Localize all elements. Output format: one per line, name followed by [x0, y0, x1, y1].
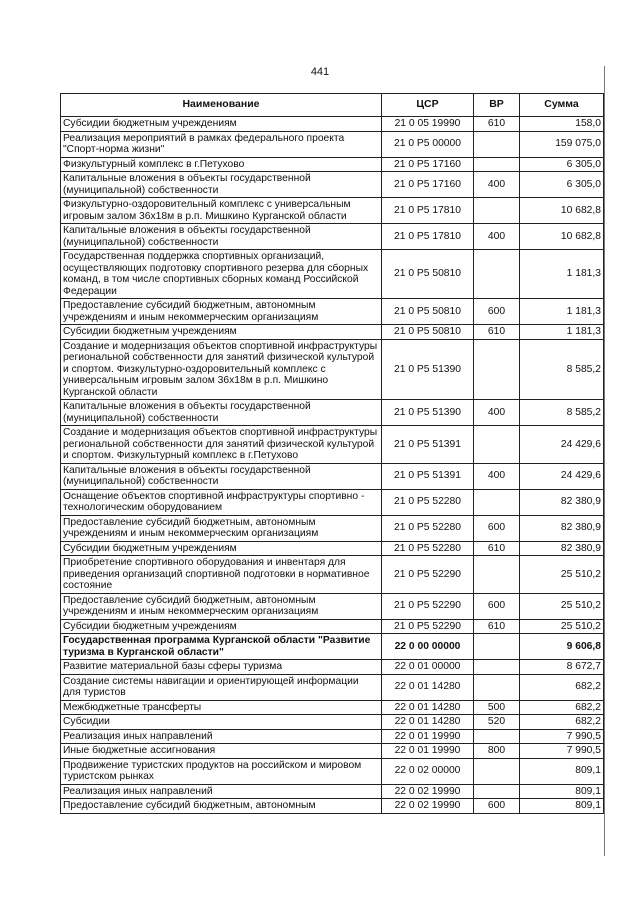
row-sum-cell: 10 682,8 [520, 224, 604, 250]
row-sum-cell: 6 305,0 [520, 157, 604, 172]
table-row [61, 426, 604, 464]
row-vr-cell [474, 250, 520, 299]
row-name-cell: Физкультурно-оздоровительный комплекс с универсальным игровым залом 36х18м в р.п. Мишкино Курганской области [61, 198, 382, 224]
row-sum-cell: 25 510,2 [520, 593, 604, 619]
row-sum-cell: 682,2 [520, 715, 604, 730]
table-row [61, 515, 604, 541]
table-row [61, 172, 604, 198]
row-vr-cell: 610 [474, 619, 520, 634]
row-vr-cell [474, 426, 520, 464]
table-header-row [61, 94, 604, 117]
row-csr-cell: 21 0 P5 52280 [382, 489, 474, 515]
row-csr-cell: 22 0 02 19990 [382, 799, 474, 814]
row-vr-cell: 400 [474, 224, 520, 250]
row-name-cell: Капитальные вложения в объекты государственной (муниципальной) собственности [61, 463, 382, 489]
row-csr-cell: 21 0 05 19990 [382, 117, 474, 132]
row-name-cell: Реализация мероприятий в рамках федерального проекта "Спорт-норма жизни" [61, 131, 382, 157]
row-name-cell: Создание системы навигации и ориентирующей информации для туристов [61, 674, 382, 700]
row-vr-cell: 610 [474, 325, 520, 340]
budget-table [60, 93, 604, 814]
row-vr-cell: 600 [474, 593, 520, 619]
row-name-cell: Создание и модернизация объектов спортивной инфраструктуры региональной собственности для занятий физической культурой и спортом. Физкультурный комплекс в г.Петухово [61, 426, 382, 464]
table-row [61, 198, 604, 224]
row-name-cell: Приобретение спортивного оборудования и инвентаря для приведения организаций спортивной подготовки в нормативное состояние [61, 556, 382, 594]
table-row [61, 556, 604, 594]
row-sum-cell: 7 990,5 [520, 744, 604, 759]
row-vr-cell [474, 556, 520, 594]
row-sum-cell: 158,0 [520, 117, 604, 132]
row-sum-cell: 1 181,3 [520, 299, 604, 325]
row-csr-cell: 21 0 P5 51391 [382, 463, 474, 489]
table-row [61, 250, 604, 299]
table-row [61, 634, 604, 660]
row-sum-cell: 25 510,2 [520, 619, 604, 634]
row-vr-cell: 400 [474, 400, 520, 426]
row-csr-cell: 22 0 01 19990 [382, 729, 474, 744]
row-sum-cell: 682,2 [520, 674, 604, 700]
header-name: Наименование [61, 94, 382, 117]
row-name-cell: Предоставление субсидий бюджетным, автономным учреждениям и иным некоммерческим организациям [61, 515, 382, 541]
table-row [61, 541, 604, 556]
row-sum-cell: 159 075,0 [520, 131, 604, 157]
table-row [61, 325, 604, 340]
row-csr-cell: 21 0 P5 50810 [382, 299, 474, 325]
row-name-cell: Предоставление субсидий бюджетным, автономным учреждениям и иным некоммерческим организациям [61, 593, 382, 619]
row-name-cell: Реализация иных направлений [61, 784, 382, 799]
row-name-cell: Субсидии бюджетным учреждениям [61, 117, 382, 132]
row-csr-cell: 21 0 P5 00000 [382, 131, 474, 157]
row-name-cell: Физкультурный комплекс в г.Петухово [61, 157, 382, 172]
row-name-cell: Создание и модернизация объектов спортивной инфраструктуры региональной собственности для занятий физической культурой и спортом. Физкультурно-оздоровительный комплекс с универсальным игровым залом 36х18м в р.п. Мишкино Курганской области [61, 339, 382, 400]
table-row [61, 299, 604, 325]
row-sum-cell: 82 380,9 [520, 541, 604, 556]
row-csr-cell: 21 0 P5 52290 [382, 556, 474, 594]
row-sum-cell: 1 181,3 [520, 325, 604, 340]
table-row [61, 489, 604, 515]
row-csr-cell: 22 0 01 14280 [382, 700, 474, 715]
row-sum-cell: 24 429,6 [520, 426, 604, 464]
table-row [61, 784, 604, 799]
row-vr-cell: 400 [474, 172, 520, 198]
row-sum-cell: 7 990,5 [520, 729, 604, 744]
table-row [61, 157, 604, 172]
header-sum: Сумма [520, 94, 604, 117]
row-name-cell: Иные бюджетные ассигнования [61, 744, 382, 759]
row-vr-cell: 520 [474, 715, 520, 730]
row-sum-cell: 1 181,3 [520, 250, 604, 299]
row-csr-cell: 22 0 01 00000 [382, 660, 474, 675]
row-csr-cell: 21 0 P5 51390 [382, 400, 474, 426]
table-row [61, 729, 604, 744]
table-row [61, 339, 604, 400]
row-name-cell: Развитие материальной базы сферы туризма [61, 660, 382, 675]
row-name-cell: Капитальные вложения в объекты государственной (муниципальной) собственности [61, 400, 382, 426]
row-vr-cell [474, 198, 520, 224]
header-vr: ВР [474, 94, 520, 117]
row-name-cell: Капитальные вложения в объекты государственной (муниципальной) собственности [61, 172, 382, 198]
row-sum-cell: 809,1 [520, 799, 604, 814]
row-vr-cell: 610 [474, 541, 520, 556]
row-csr-cell: 21 0 P5 52280 [382, 515, 474, 541]
row-sum-cell: 8 585,2 [520, 400, 604, 426]
row-csr-cell: 21 0 P5 52290 [382, 593, 474, 619]
row-name-cell: Государственная программа Курганской области "Развитие туризма в Курганской области" [61, 634, 382, 660]
row-sum-cell: 9 606,8 [520, 634, 604, 660]
row-sum-cell: 6 305,0 [520, 172, 604, 198]
table-row [61, 400, 604, 426]
table-row [61, 593, 604, 619]
row-vr-cell [474, 131, 520, 157]
row-sum-cell: 809,1 [520, 784, 604, 799]
row-csr-cell: 22 0 02 19990 [382, 784, 474, 799]
row-name-cell: Предоставление субсидий бюджетным, автономным учреждениям и иным некоммерческим организациям [61, 299, 382, 325]
row-csr-cell: 21 0 P5 52280 [382, 541, 474, 556]
row-sum-cell: 682,2 [520, 700, 604, 715]
row-name-cell: Предоставление субсидий бюджетным, автономным [61, 799, 382, 814]
header-csr: ЦСР [382, 94, 474, 117]
table-row [61, 799, 604, 814]
row-csr-cell: 21 0 P5 17810 [382, 198, 474, 224]
row-sum-cell: 10 682,8 [520, 198, 604, 224]
row-name-cell: Субсидии [61, 715, 382, 730]
table-row [61, 131, 604, 157]
row-vr-cell [474, 157, 520, 172]
table-row [61, 660, 604, 675]
row-csr-cell: 22 0 02 00000 [382, 758, 474, 784]
table-row [61, 758, 604, 784]
row-vr-cell [474, 784, 520, 799]
row-vr-cell: 600 [474, 799, 520, 814]
row-csr-cell: 21 0 P5 50810 [382, 325, 474, 340]
row-vr-cell: 800 [474, 744, 520, 759]
row-csr-cell: 22 0 01 14280 [382, 674, 474, 700]
row-name-cell: Субсидии бюджетным учреждениям [61, 325, 382, 340]
table-row [61, 674, 604, 700]
row-vr-cell [474, 660, 520, 675]
margin-line [604, 66, 605, 856]
row-name-cell: Оснащение объектов спортивной инфраструктуры спортивно - технологическим оборудованием [61, 489, 382, 515]
row-vr-cell: 610 [474, 117, 520, 132]
row-csr-cell: 22 0 01 14280 [382, 715, 474, 730]
page-number: 441 [310, 66, 330, 78]
row-vr-cell: 400 [474, 463, 520, 489]
row-name-cell: Государственная поддержка спортивных организаций, осуществляющих подготовку спортивного резерва для сборных команд, в том числе спортивных сборных команд Российской Федерации [61, 250, 382, 299]
row-csr-cell: 21 0 P5 17160 [382, 172, 474, 198]
row-vr-cell: 600 [474, 299, 520, 325]
row-csr-cell: 21 0 P5 51391 [382, 426, 474, 464]
row-vr-cell [474, 758, 520, 784]
row-name-cell: Капитальные вложения в объекты государственной (муниципальной) собственности [61, 224, 382, 250]
row-vr-cell [474, 729, 520, 744]
row-sum-cell: 25 510,2 [520, 556, 604, 594]
row-vr-cell [474, 634, 520, 660]
row-csr-cell: 22 0 01 19990 [382, 744, 474, 759]
table-row [61, 117, 604, 132]
row-csr-cell: 21 0 P5 50810 [382, 250, 474, 299]
row-vr-cell: 600 [474, 515, 520, 541]
table-row [61, 715, 604, 730]
row-vr-cell: 500 [474, 700, 520, 715]
row-csr-cell: 21 0 P5 17160 [382, 157, 474, 172]
row-name-cell: Продвижение туристских продуктов на российском и мировом туристском рынках [61, 758, 382, 784]
row-vr-cell [474, 339, 520, 400]
row-sum-cell: 8 672,7 [520, 660, 604, 675]
row-name-cell: Межбюджетные трансферты [61, 700, 382, 715]
row-name-cell: Субсидии бюджетным учреждениям [61, 541, 382, 556]
row-sum-cell: 809,1 [520, 758, 604, 784]
row-csr-cell: 22 0 00 00000 [382, 634, 474, 660]
row-csr-cell: 21 0 P5 51390 [382, 339, 474, 400]
table-row [61, 700, 604, 715]
row-csr-cell: 21 0 P5 52290 [382, 619, 474, 634]
table-row [61, 744, 604, 759]
table-row [61, 619, 604, 634]
table-row [61, 224, 604, 250]
row-name-cell: Субсидии бюджетным учреждениям [61, 619, 382, 634]
row-name-cell: Реализация иных направлений [61, 729, 382, 744]
row-csr-cell: 21 0 P5 17810 [382, 224, 474, 250]
row-vr-cell [474, 674, 520, 700]
row-vr-cell [474, 489, 520, 515]
table-row [61, 463, 604, 489]
row-sum-cell: 82 380,9 [520, 515, 604, 541]
row-sum-cell: 82 380,9 [520, 489, 604, 515]
row-sum-cell: 24 429,6 [520, 463, 604, 489]
row-sum-cell: 8 585,2 [520, 339, 604, 400]
